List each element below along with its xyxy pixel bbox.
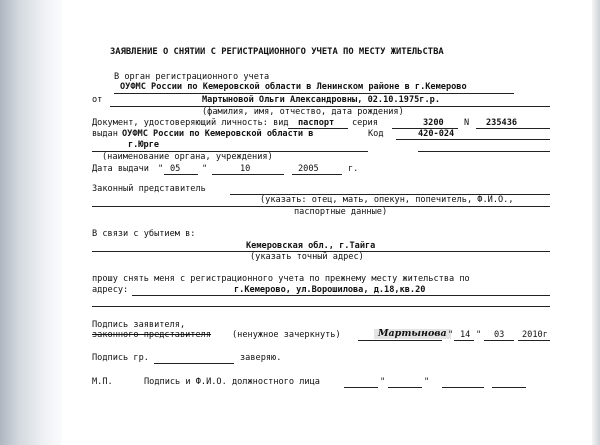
sign-year-underline	[518, 340, 550, 341]
number-value: 235436	[486, 118, 518, 128]
issue-year-underline	[292, 174, 342, 175]
id-doc-label: Документ, удостоверяющий личность: вид	[92, 118, 289, 128]
sign-open-quote: "	[448, 330, 454, 340]
id-doc-type: паспорт	[298, 118, 335, 128]
request-line-1: прошу снять меня с регистрационного учета по прежнему месту жительства по	[92, 274, 470, 284]
rep-label: Законный представитель	[92, 184, 206, 194]
open-quote: "	[158, 164, 164, 174]
rep-hint-2: паспортные данные)	[294, 207, 388, 217]
moving-hint: (указать точный адрес)	[250, 252, 364, 262]
mp-label: М.П.	[92, 377, 113, 387]
issue-month-underline	[212, 174, 284, 175]
issue-month: 10	[240, 164, 251, 174]
official-underline-4	[492, 387, 526, 388]
cert-suffix: заверяю.	[240, 353, 282, 363]
series-value: 3200	[423, 118, 444, 128]
issued-value: ОУФМС России по Кемеровской области в	[122, 129, 314, 139]
issued-right-underline	[418, 151, 550, 152]
signature-label: Подпись заявителя,	[92, 320, 186, 330]
from-label: от	[92, 95, 103, 105]
official-underline-3	[442, 387, 484, 388]
document-page	[62, 0, 592, 445]
to-label: В орган регистрационного учета	[114, 72, 270, 82]
official-underline-1	[344, 387, 378, 388]
request-underline-2	[92, 306, 550, 307]
applicant-signature: Мартынова	[374, 329, 451, 339]
official-close-quote: "	[424, 377, 430, 387]
sign-close-quote: "	[476, 330, 482, 340]
strike-note: (ненужное зачеркнуть)	[232, 330, 341, 340]
issued-label: выдан	[92, 129, 118, 139]
year-suffix: г.	[348, 164, 359, 174]
document-title: ЗАЯВЛЕНИЕ О СНЯТИИ С РЕГИСТРАЦИОННОГО УЧЕТА ПО МЕСТУ ЖИТЕЛЬСТВА	[110, 47, 444, 57]
rep-sign-label: законного представителя	[92, 330, 211, 340]
sign-month-underline	[484, 340, 514, 341]
request-address-underline	[132, 295, 550, 296]
sign-day-underline	[454, 340, 474, 341]
issue-day: 05	[170, 164, 181, 174]
request-line-2: адресу:	[92, 285, 129, 295]
number-underline	[476, 128, 550, 129]
to-value: ОУФМС России по Кемеровской области в Ленинском районе в г.Кемерово	[120, 82, 467, 92]
from-hint: (фамилия, имя, отчество, дата рождения)	[202, 107, 404, 117]
close-quote: "	[202, 164, 208, 174]
request-address: г.Кемерово, ул.Ворошилова, д.18,кв.20	[234, 285, 426, 295]
issue-year: 2005	[298, 164, 319, 174]
cert-label: Подпись гр.	[92, 353, 149, 363]
series-label: серия	[352, 118, 378, 128]
sign-month: 03	[494, 330, 505, 340]
to-underline	[114, 93, 514, 94]
issued-value-2: г.Юрге	[128, 140, 160, 150]
issue-day-underline	[164, 174, 198, 175]
window-right-shadow	[592, 0, 600, 445]
moving-label: В связи с убытием в:	[92, 229, 196, 239]
sign-day: 14	[460, 330, 471, 340]
official-label: Подпись и Ф.И.О. должностного лица	[144, 377, 320, 387]
code-label: Код	[368, 129, 384, 139]
code-value: 420-024	[418, 129, 455, 139]
window-left-shadow	[0, 0, 62, 445]
number-label: N	[464, 118, 470, 128]
cert-underline	[154, 363, 234, 364]
official-underline-2	[388, 387, 422, 388]
issued-hint: (наименование органа, учреждения)	[102, 152, 273, 162]
rep-hint: (указать: отец, мать, опекун, попечитель, Ф.И.О.,	[260, 195, 514, 205]
issue-date-label: Дата выдачи	[92, 164, 149, 174]
moving-value: Кемеровская обл., г.Тайга	[246, 241, 376, 251]
code-underline	[396, 139, 550, 140]
official-open-quote: "	[380, 377, 386, 387]
sign-year: 2010г	[522, 330, 548, 340]
signature-underline	[358, 340, 442, 341]
from-value: Мартыновой Ольги Александровны, 02.10.1975г.р.	[202, 95, 440, 105]
